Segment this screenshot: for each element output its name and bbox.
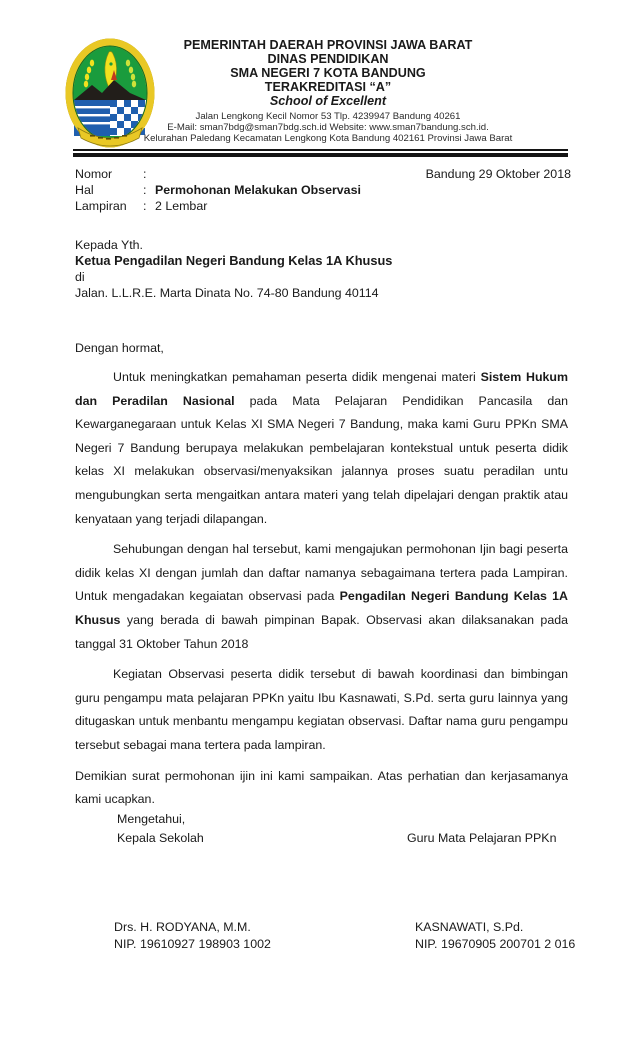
signature-left-identity — [114, 919, 271, 952]
meta-nomor-colon: : — [143, 167, 147, 181]
meta-row-lampiran — [75, 198, 571, 214]
kepala-sekolah-label: Kepala Sekolah — [117, 831, 204, 845]
signature-right-heading — [407, 829, 556, 848]
letterhead-government-line: PEMERINTAH DAERAH PROVINSI JAWA BARAT — [183, 38, 473, 52]
guru-mapel-label: Guru Mata Pelajaran PPKn — [407, 831, 557, 845]
letterhead-district-address: Kelurahan Paledang Kecamatan Lengkong Kota Bandung 402161 Provinsi Jawa Barat — [143, 133, 513, 144]
body-paragraph-4 — [75, 765, 568, 812]
paragraph-2-text: Sehubungan dengan hal tersebut, kami mengajukan permohonan Ijin bagi peserta didik kelas XI dengan jumlah dan daftar namanya sebagaimana tertera pada Lampiran. Untuk mengadakan kegaiatan observasi pada — [75, 542, 568, 604]
letter-body — [75, 340, 568, 819]
meta-nomor-label: Nomor — [75, 167, 113, 181]
meta-row-hal — [75, 182, 571, 198]
letterhead-agency-line: DINAS PENDIDIKAN — [267, 52, 389, 66]
paragraph-4-text: Demikian surat permohonan ijin ini kami sampaikan. Atas perhatian dan kerjasamanya kami ucapkan. — [75, 768, 568, 807]
letter-meta — [75, 166, 571, 214]
letterhead-accreditation: TERAKREDITASI “A” — [264, 80, 392, 94]
recipient-name: Ketua Pengadilan Negeri Bandung Kelas 1A Khusus — [75, 253, 393, 268]
headmaster-nip: NIP. 19610927 198903 1002 — [114, 936, 271, 951]
letterhead-street-address: Jalan Lengkong Kecil Nomor 53 Tlp. 4239947 Bandung 40261 — [195, 111, 461, 122]
paragraph-3-text: Kegiatan Observasi peserta didik tersebut di bawah koordinasi dan bimbingan guru pengampu mata pelajaran PPKn yaitu Ibu Kasnawati, S.Pd. serta guru lainnya yang ditugaskan untuk menbantu mengampu kegiatan observasi. Daftar nama guru pengampu tersebut sebagai mana tertera pada lampiran. — [75, 667, 568, 752]
mengetahui-label: Mengetahui, — [117, 812, 186, 826]
signature-right-identity — [415, 919, 575, 952]
headmaster-name: Drs. H. RODYANA, M.M. — [114, 920, 251, 934]
meta-hal-colon: : — [143, 183, 147, 197]
letterhead-motto: School of Excellent — [269, 94, 387, 108]
body-paragraph-3 — [75, 663, 568, 757]
paragraph-1-text-cont: pada Mata Pelajaran Pendidikan Pancasila dan Kewarganegaraan untuk Kelas XI SMA Negeri 7 Bandung, maka kami Guru PPKn SMA Negeri 7 Bandung berupaya melakukan pembelajaran kontekstual untuk peserta didik kelas XI melakukan observasi/menyaksikan jalannya proses suatu peradilan untu mengubungkan serta mengaitkan antara materi yang telah dipelajari dengan praktik atau kenyataan yang terjadi dilapangan. — [75, 393, 568, 526]
paragraph-2-bold-court: Pengadilan Negeri Bandung Kelas 1A Khusus — [75, 589, 568, 627]
meta-hal-label: Hal — [75, 183, 94, 197]
body-paragraph-2 — [75, 538, 568, 656]
letterhead-email-website: E-Mail: sman7bdg@sman7bdg.sch.id Website: www.sman7bandung.sch.id. — [167, 122, 489, 133]
teacher-nip: NIP. 19670905 200701 2 016 — [415, 936, 576, 951]
recipient-address: Jalan. L.L.R.E. Marta Dinata No. 74-80 Bandung 40114 — [75, 286, 379, 300]
recipient-di-line: di — [75, 270, 85, 284]
letterhead-divider — [73, 149, 568, 157]
meta-lampiran-colon: : — [143, 199, 147, 213]
signature-left-headings — [117, 810, 204, 848]
recipient-block — [75, 237, 571, 301]
paragraph-1-text: Untuk meningkatkan pemahaman peserta didik mengenai materi — [113, 370, 481, 384]
dateline: Bandung 29 Oktober 2018 — [425, 167, 571, 181]
salutation: Dengan hormat, — [75, 341, 164, 355]
meta-lampiran-value: 2 Lembar — [155, 199, 208, 213]
recipient-kepada-line: Kepada Yth. — [75, 238, 143, 252]
meta-lampiran-label: Lampiran — [75, 199, 127, 213]
paragraph-1-bold-topic: Sistem Hukum dan Peradilan Nasional — [75, 370, 568, 408]
letterhead-school-name: SMA NEGERI 7 KOTA BANDUNG — [230, 66, 426, 80]
meta-hal-value: Permohonan Melakukan Observasi — [155, 183, 361, 197]
letterhead-text — [78, 38, 578, 144]
teacher-name: KASNAWATI, S.Pd. — [415, 920, 524, 934]
paragraph-2-text-cont: yang berada di bawah pimpinan Bapak. Observasi akan dilaksanakan pada tanggal 31 Oktober Tahun 2018 — [75, 612, 568, 651]
body-paragraph-1 — [75, 366, 568, 531]
